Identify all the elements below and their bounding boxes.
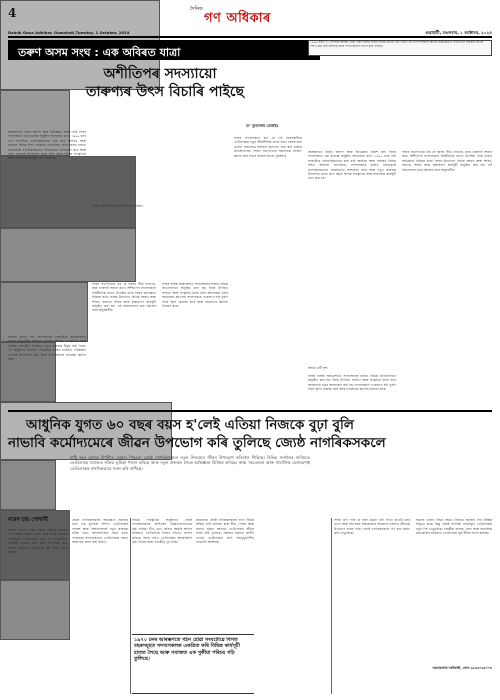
story2-column-4: চৰকাৰেও জ্যেষ্ঠ নাগৰিকসকলৰ বাবে বিভিন্ন আঁচনি গ্ৰহণ কৰিছে। স্বাস্থ্য বীমা, পেঞ্চন আৰু ভ্ৰমণৰ সুবিধা আদিয়ে তেওঁলোকৰ জীৱন সহজ কৰি তুলিছে। সমাজৰ সকলো শ্ৰেণীৰ লোকে তেওঁলোকৰ প্ৰতি সহানুভূতিশীল হোৱাটো আৱশ্যক। <box>196 518 254 545</box>
story2-column-5: শেষত ক'ব পাৰি যে বয়স কেৱল এটা সংখ্যা মাথোঁ। মনৰ দৃঢ়তা আৰু ইতিবাচক চিন্তাধাৰাৰে যিকোনো বয়সতে জীৱনক উপভোগ কৰিব পাৰি। জ্যেষ্ঠ নাগৰিকসকলে এই কথা প্ৰমাণ কৰি দেখুৱাইছে। <box>334 518 410 536</box>
dateline-left: Dainik Gana Adhikar, Guwahati,Tuesday, 1 October, 2024 <box>8 30 130 35</box>
photo-caption-2: সভাৰ এটি দৃশ্য <box>308 366 328 370</box>
masthead <box>178 6 318 28</box>
masthead-small: দৈনিক <box>190 6 203 12</box>
story1-column-1b: প্ৰতিষ্ঠা কালৰ পৰা আজিলৈকে সংঘটোৱে সমাজসেৱাৰ ক্ষেত্ৰত অতুলনীয় অৰিহণা যোগাই আহিছে। সাংস্কৃতিক আৰু শৈক্ষিক কাৰ্যসূচীৰ জৰিয়তে নতুন প্ৰজন্মক উদ্বুদ্ধ কৰা হৈছে। এই অনুষ্ঠানত উপস্থিত সকলোৱে সংঘৰ ভৱিষ্যত পৰিকল্পনা সম্পৰ্কে আলোচনা কৰে আৰু সদস্যসকলক শুভেচ্ছা জ্ঞাপন কৰে। <box>8 335 86 362</box>
photo-caption-1: বাৰ্ষিক অধিৱেশনত উপস্থিত সদস্যসকল <box>92 204 143 208</box>
section-divider <box>8 410 492 412</box>
story2-headline-2: নাভাবি কৰ্মোদ্যমেৰে জীৱন উপভোগ কৰি তুলিছে জ্যেষ্ঠ নাগৰিকসকলে <box>8 435 386 451</box>
story2-column-3: বিভিন্ন সাংস্কৃতিক অনুষ্ঠানত জ্যেষ্ঠ নাগৰিকসকলৰ অংশগ্ৰহণ উল্লেখযোগ্যভাৱে বৃদ্ধি পাইছে। গীত, নৃত্য, কবিতা আবৃত্তি আদিৰ জৰিয়তে তেওঁলোকে নিজৰ প্ৰতিভা প্ৰদৰ্শন কৰিছে। ইয়াৰ ফলত তেওঁলোকৰ আত্মবিশ্বাস বৃদ্ধি পাইছে আৰু একাকীত্ব দূৰ হৈছে। <box>132 518 192 545</box>
story1-column-3: সংঘৰ বাৰ্ষিক অধিৱেশনত সদস্যসকলৰ মাজত বিভিন্ন প্ৰতিযোগিতা অনুষ্ঠিত কৰা হয়। ইয়াৰ উপৰিও সাহিত্য আৰু সংস্কৃতিৰ চৰ্চাৰ বাবে আলোচনা চক্ৰৰ আয়োজন কৰা হয়। সদস্যসকলে একেলগে বহি পুৰণি দিনৰ স্মৃতি ৰোমন্থন কৰে আৰু ভৱিষ্যতৰ কৰ্মপন্থা নিৰ্ধাৰণ কৰে। <box>162 282 228 309</box>
story2-column-1: অৱসৰ গ্ৰহণৰ পিছত বহুতে নিজকে সমাজৰ পৰা বিচ্ছিন্ন অনুভৱ কৰে। কিন্তু জ্যেষ্ঠ নাগৰিক সংঘসমূহে তেওঁলোকক নতুন দিশ দেখুৱাইছে। নিয়মীয়া ব্যায়াম, যোগ আৰু সামাজিক কাম-কাজৰ জৰিয়তে তেওঁলোকে সুস্থ জীৱন যাপন কৰিছে। <box>8 528 68 555</box>
column-rule <box>331 518 332 694</box>
story2-headline-1: আধুনিক যুগত ৬০ বছৰ বয়স হ'লেই এতিয়া নিজকে বুঢ়া বুলি <box>26 417 354 433</box>
author-note: অৱসৰপ্ৰাপ্ত অধিকাৰী, ফোন ৯৮৬৪০৬৫০৭৩ <box>432 666 492 670</box>
story1-column-4: সংঘৰ সদস্যসকলে কয় যে এই মিলনস্থলীয়ে তেওঁলোকক নতুন জীৱনীশক্তি প্ৰদান কৰে। বয়সৰ বাধা নেওচি সকলোৱে সমাজৰ কল্যাণত কাম কৰি যাবলৈ প্ৰতিশ্ৰুতিবদ্ধ। শেষত সভাপতিয়ে সকলোকে ধন্যবাদ জ্ঞাপন কৰি সভাৰ সামৰণি মাৰে। (ক্ৰমশঃ) <box>234 136 302 158</box>
story2-column-6: অৱসৰ গ্ৰহণৰ পিছত বহুতে নিজকে সমাজৰ পৰা বিচ্ছিন্ন অনুভৱ কৰে। কিন্তু জ্যেষ্ঠ নাগৰিক সংঘসমূহে তেওঁলোকক নতুন দিশ দেখুৱাইছে। নিয়মীয়া ব্যায়াম, যোগ আৰু সামাজিক কাম-কাজৰ জৰিয়তে তেওঁলোকে সুস্থ জীৱন যাপন কৰিছে। <box>416 518 492 536</box>
dateline-right: গুৱাহাটী, মঙলবাৰ, ১ অক্টোবৰ, ২০২৪ <box>425 30 492 35</box>
pullquote-text: ১৯৭০ চনৰ আৰম্ভণতে গঠন হোৱা সংঘটোৱে বিগত বছৰসমূহত সদস্যসকলক একত্ৰিত কৰি বিভিন্ন কাৰ্যসূচী হাতত লৈছে আৰু সমাজত এক সুকীয়া পৰিচয় গঢ়ি তুলিছে। <box>134 637 240 663</box>
story1-byline: ড° ভুবনেশ্বৰ ডেকাইঃ <box>246 124 279 128</box>
page-number: 4 <box>8 6 17 20</box>
masthead-logo: গণ অধিকাৰ <box>204 11 271 26</box>
column-rule <box>130 518 131 694</box>
story1-column-1: আৰম্ভণিতে নিজৰ আনন্দ আৰু অভিজ্ঞতা প্ৰকাশ কৰি সংঘৰ সদস্যসকলে এক মনোজ্ঞ অনুষ্ঠান আয়োজন কৰে। ১৯৯০ চনৰ পৰা সংঘটোৱে ধাৰাবাহিকভাৱে কাম কৰি আহিছে আৰু সমাজৰ বিভিন্ন দিশত অৰিহণা যোগাইছে। সদস্যসকলৰ মাজত বয়োজ্যেষ্ঠ নাগৰিকসকলেও সক্ৰিয়ভাৱে অংশগ্ৰহণ কৰে আৰু নতুন প্ৰজন্মক উৎসাহিত কৰে। প্ৰতি বছৰে বিভিন্ন সাংস্কৃতিক আৰু সামাজিক কাৰ্যসূচী গ্ৰহণ কৰা হয়। <box>8 130 86 161</box>
story1-headline-1: অশীতিপৰ সদস্যায়ো <box>103 66 217 82</box>
small-photo-bottom <box>0 460 56 510</box>
section-banner-text: তৰুণ অসম সংঘ : এক অবিৰত যাত্ৰা <box>18 46 181 59</box>
story1-headline-2: তাৰুণ্যৰ উৎস বিচাৰি পাইছে <box>85 84 245 100</box>
portrait-name: নৰেন চন্দ্ৰ গোস্বামী <box>8 517 49 523</box>
story1-column-5: আৰম্ভণিতে নিজৰ আনন্দ আৰু অভিজ্ঞতা প্ৰকাশ কৰি সংঘৰ সদস্যসকলে এক মনোজ্ঞ অনুষ্ঠান আয়োজন কৰে। ১৯৯০ চনৰ পৰা সংঘটোৱে ধাৰাবাহিকভাৱে কাম কৰি আহিছে আৰু সমাজৰ বিভিন্ন দিশত অৰিহণা যোগাইছে। সদস্যসকলৰ মাজত বয়োজ্যেষ্ঠ নাগৰিকসকলেও সক্ৰিয়ভাৱে অংশগ্ৰহণ কৰে আৰু নতুন প্ৰজন্মক উৎসাহিত কৰে। প্ৰতি বছৰে বিভিন্ন সাংস্কৃতিক আৰু সামাজিক কাৰ্যসূচী গ্ৰহণ কৰা হয়। <box>308 150 396 181</box>
top-caption: ১৯৯০ চনত ২১ সদস্যৰে আৰম্ভ হোৱা তৰুণ অসম সংঘৰ বাৰ্ষিক মিলন। যাৰ পিছত গৰ তিনি দশকৰো অধিক সময়ছোৱাত সংঘটোৱে সমাজৰ বিভিন্ন দিশত কাম কৰি আহিছে আৰু সদস্যসকলৰ সংখ্যা বৃদ্ধি পাইছে। <box>310 41 484 48</box>
header-rule <box>8 36 492 38</box>
story2-column-2: জ্যেষ্ঠ নাগৰিকসকলৰ অভিজ্ঞতা সমাজৰ বাবে এক মূল্যবান সম্পদ। তেওঁলোকৰ পৰামৰ্শ আৰু দিশনিৰ্দেশনাই নতুন প্ৰজন্মক সঠিক পথত আগবাঢ়িবলৈ সহায় কৰে। পৰিয়ালৰ সদস্যসকলেও তেওঁলোকক সন্মান আৰু যত্ন প্ৰদান কৰা উচিত। <box>72 518 128 545</box>
story2-intro: ষাঠি বছৰ বয়সত উপনীত হোৱাৰ পিছতো জ্যেষ্ঠ নাগৰিকসকলে নতুন উদ্যমেৰে জীৱন উপভোগ কৰিবলৈ শিকিছে। বিভিন্ন সংগঠনৰ জৰিয়তে তেওঁলোকে সমাজত সক্ৰিয় ভূমিকা পালন কৰিছে আৰু নতুন প্ৰজন্মৰ সৈতে অভিজ্ঞতা বিনিময় কৰিছে। স্বাস্থ্য সচেতনতা আৰু সামাজিক মেলামেশাই তেওঁলোকক মানসিকভাৱে সবল কৰি ৰাখিছে। <box>70 455 310 471</box>
story1-column-7: সংঘৰ বাৰ্ষিক অধিৱেশনত সদস্যসকলৰ মাজত বিভিন্ন প্ৰতিযোগিতা অনুষ্ঠিত কৰা হয়। ইয়াৰ উপৰিও সাহিত্য আৰু সংস্কৃতিৰ চৰ্চাৰ বাবে আলোচনা চক্ৰৰ আয়োজন কৰা হয়। সদস্যসকলে একেলগে বহি পুৰণি দিনৰ স্মৃতি ৰোমন্থন কৰে আৰু ভৱিষ্যতৰ কৰ্মপন্থা নিৰ্ধাৰণ কৰে। <box>308 374 396 392</box>
story1-column-6: সংঘৰ সভাপতিয়ে কয় যে বয়সৰ সীমা নাথাকে, মনৰ তাৰুণ্যই আচল কথা। অশীতিপৰ সদস্যসকলে নিয়মীয়াকৈ সভাত উপস্থিত থাকি নিজৰ অভিজ্ঞতা বিনিময় কৰে। সংঘৰ উদ্যোগত বিভিন্ন সময়ত স্বাস্থ্য শিবিৰ, ৰক্তদান শিবিৰ আৰু বৃক্ষৰোপণ কাৰ্যসূচী অনুষ্ঠিত কৰা হয়। এই সকলোবোৰ কাম সমাজৰ বাবে অনুকৰণীয়। <box>402 150 492 172</box>
story1-column-2: সংঘৰ সভাপতিয়ে কয় যে বয়সৰ সীমা নাথাকে, মনৰ তাৰুণ্যই আচল কথা। অশীতিপৰ সদস্যসকলে নিয়মীয়াকৈ সভাত উপস্থিত থাকি নিজৰ অভিজ্ঞতা বিনিময় কৰে। সংঘৰ উদ্যোগত বিভিন্ন সময়ত স্বাস্থ্য শিবিৰ, ৰক্তদান শিবিৰ আৰু বৃক্ষৰোপণ কাৰ্যসূচী অনুষ্ঠিত কৰা হয়। এই সকলোবোৰ কাম সমাজৰ বাবে অনুকৰণীয়। <box>92 282 156 313</box>
page-header <box>8 6 492 38</box>
